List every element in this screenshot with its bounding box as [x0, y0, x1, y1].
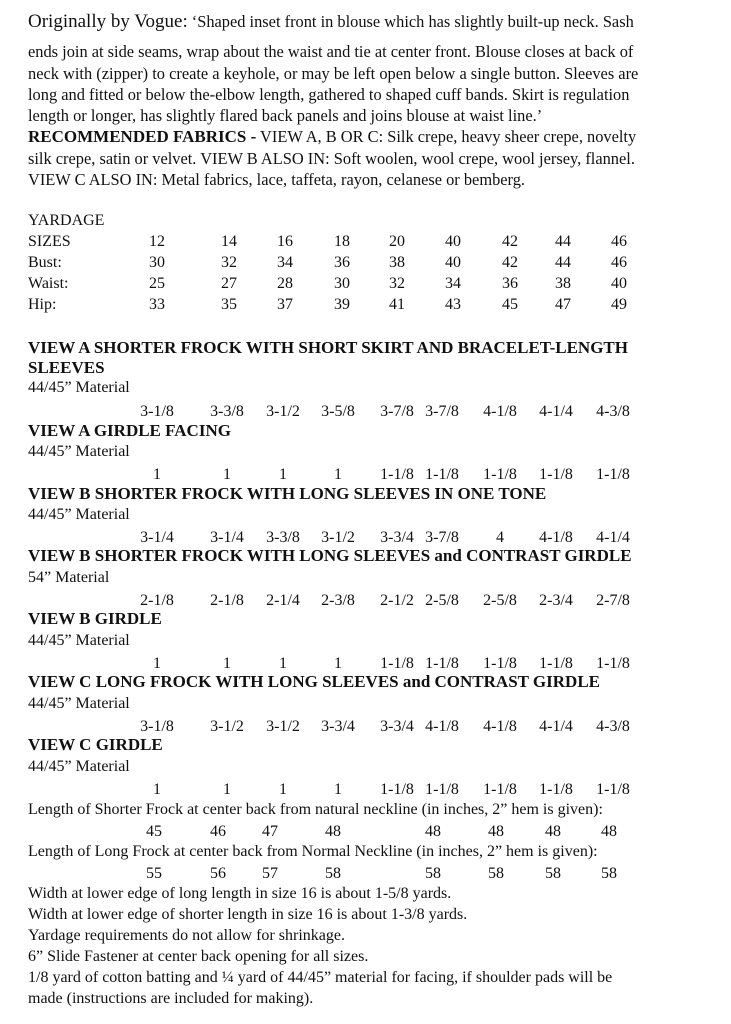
length-label: Length of Long Frock at center back from Normal Neckline (in inches, 2” hem is given): — [28, 843, 598, 860]
view-yardage-cell: 3-1/8 — [140, 403, 174, 420]
yardage-cell: 46 — [611, 254, 627, 271]
length-value: 48 — [488, 823, 504, 840]
fabrics-line-1 — [28, 127, 636, 148]
view-title: VIEW B SHORTER FROCK WITH LONG SLEEVES IN ONE TONE — [28, 484, 547, 503]
view-yardage-cell: 1 — [334, 655, 342, 672]
note-line: 1/8 yard of cotton batting and ¼ yard of 44/45” material for facing, if shoulder pads will be — [28, 969, 613, 986]
yardage-cell: 42 — [502, 233, 518, 250]
yardage-cell: 14 — [221, 233, 237, 250]
view-yardage-cell: 1 — [279, 655, 287, 672]
view-yardage-cell: 3-5/8 — [321, 403, 355, 420]
view-yardage-cell: 1-1/8 — [380, 655, 414, 672]
view-yardage-cell: 3-3/8 — [266, 529, 300, 546]
yardage-cell: 47 — [555, 296, 571, 313]
view-yardage-cell: 2-3/8 — [321, 592, 355, 609]
length-value: 55 — [146, 865, 162, 882]
view-yardage-cell: 1 — [279, 781, 287, 798]
note-line: Yardage requirements do not allow for shrinkage. — [28, 927, 345, 944]
view-yardage-cell: 3-7/8 — [425, 403, 459, 420]
length-value: 48 — [601, 823, 617, 840]
length-value: 48 — [325, 823, 341, 840]
view-yardage-cell: 1 — [334, 781, 342, 798]
view-yardage-cell: 2-1/4 — [266, 592, 300, 609]
length-value: 58 — [545, 865, 561, 882]
view-yardage-cell: 2-1/8 — [140, 592, 174, 609]
yardage-cell: 42 — [502, 254, 518, 271]
view-material: 54” Material — [28, 569, 110, 586]
view-yardage-cell: 1 — [279, 466, 287, 483]
length-value: 46 — [210, 823, 226, 840]
length-value: 57 — [262, 865, 278, 882]
view-yardage-cell: 1-1/8 — [380, 781, 414, 798]
yardage-row-label: Waist: — [28, 275, 69, 292]
intro-line-2: ends join at side seams, wrap about the waist and tie at center front. Blouse closes at back of — [28, 42, 634, 61]
view-yardage-cell: 2-1/8 — [210, 592, 244, 609]
yardage-cell: 49 — [611, 296, 627, 313]
view-yardage-cell: 3-7/8 — [380, 403, 414, 420]
yardage-cell: 43 — [445, 296, 461, 313]
length-label: Length of Shorter Frock at center back from natural neckline (in inches, 2” hem is given): — [28, 801, 603, 818]
yardage-cell: 38 — [555, 275, 571, 292]
view-yardage-cell: 1-1/8 — [425, 781, 459, 798]
yardage-cell: 12 — [149, 233, 165, 250]
view-yardage-cell: 4-1/8 — [539, 529, 573, 546]
fabrics-text-1: VIEW A, B OR C: Silk crepe, heavy sheer crepe, novelty — [256, 127, 637, 146]
yardage-row-label: Bust: — [28, 254, 62, 271]
yardage-cell: 33 — [149, 296, 165, 313]
view-material: 44/45” Material — [28, 695, 130, 712]
view-yardage-cell: 1-1/8 — [596, 655, 630, 672]
view-yardage-cell: 4-1/8 — [483, 403, 517, 420]
view-yardage-cell: 3-1/2 — [266, 718, 300, 735]
note-line: Width at lower edge of long length in size 16 is about 1-5/8 yards. — [28, 885, 452, 902]
view-yardage-cell: 1-1/8 — [596, 466, 630, 483]
fabrics-label: RECOMMENDED FABRICS - — [28, 127, 257, 146]
view-yardage-cell: 2-1/2 — [380, 592, 414, 609]
view-yardage-cell: 3-3/4 — [321, 718, 355, 735]
yardage-cell: 37 — [277, 296, 293, 313]
view-yardage-cell: 3-1/4 — [210, 529, 244, 546]
view-title: VIEW B GIRDLE — [28, 609, 162, 628]
view-yardage-cell: 1 — [223, 781, 231, 798]
length-value: 48 — [545, 823, 561, 840]
intro-line-3: neck with (zipper) to create a keyhole, or may be left open below a single button. Sleeves are — [28, 64, 639, 83]
yardage-row-label: Hip: — [28, 296, 57, 313]
view-yardage-cell: 1-1/8 — [425, 466, 459, 483]
length-value: 48 — [425, 823, 441, 840]
intro-line-5: length or longer, has slightly flared back panels and joins blouse at waist line.’ — [28, 106, 543, 125]
yardage-cell: 18 — [334, 233, 350, 250]
view-yardage-cell: 1-1/8 — [539, 781, 573, 798]
view-title: SLEEVES — [28, 358, 105, 377]
view-yardage-cell: 1-1/8 — [539, 466, 573, 483]
yardage-cell: 32 — [389, 275, 405, 292]
length-value: 58 — [488, 865, 504, 882]
yardage-cell: 36 — [502, 275, 518, 292]
note-line: made (instructions are included for making). — [28, 990, 314, 1007]
length-value: 47 — [262, 823, 278, 840]
view-yardage-cell: 4-1/8 — [425, 718, 459, 735]
view-yardage-cell: 1-1/8 — [483, 781, 517, 798]
view-title: VIEW A SHORTER FROCK WITH SHORT SKIRT AND BRACELET-LENGTH — [28, 338, 628, 357]
intro-line-1 — [28, 12, 634, 33]
yardage-cell: 35 — [221, 296, 237, 313]
view-yardage-cell: 4 — [496, 529, 504, 546]
yardage-cell: 46 — [611, 233, 627, 250]
view-material: 44/45” Material — [28, 758, 130, 775]
length-value: 58 — [601, 865, 617, 882]
view-material: 44/45” Material — [28, 443, 130, 460]
view-yardage-cell: 1 — [153, 655, 161, 672]
view-yardage-cell: 3-1/8 — [140, 718, 174, 735]
yardage-cell: 44 — [555, 254, 571, 271]
view-yardage-cell: 3-3/8 — [210, 403, 244, 420]
yardage-cell: 41 — [389, 296, 405, 313]
intro-line-4: long and fitted or below the-elbow length, gathered to shaped cuff bands. Skirt is regulation — [28, 85, 630, 104]
view-yardage-cell: 3-1/4 — [140, 529, 174, 546]
length-value: 45 — [146, 823, 162, 840]
yardage-cell: 25 — [149, 275, 165, 292]
yardage-cell: 45 — [502, 296, 518, 313]
yardage-cell: 44 — [555, 233, 571, 250]
view-yardage-cell: 1-1/8 — [483, 466, 517, 483]
length-value: 58 — [425, 865, 441, 882]
yardage-cell: 38 — [389, 254, 405, 271]
view-yardage-cell: 1 — [153, 781, 161, 798]
view-title: VIEW C GIRDLE — [28, 735, 163, 754]
view-material: 44/45” Material — [28, 379, 130, 396]
yardage-cell: 30 — [149, 254, 165, 271]
yardage-title: YARDAGE — [28, 212, 105, 229]
yardage-cell: 40 — [445, 233, 461, 250]
view-yardage-cell: 4-1/4 — [596, 529, 630, 546]
view-yardage-cell: 2-5/8 — [425, 592, 459, 609]
yardage-cell: 34 — [445, 275, 461, 292]
view-yardage-cell: 1-1/8 — [539, 655, 573, 672]
view-yardage-cell: 1 — [153, 466, 161, 483]
view-title: VIEW A GIRDLE FACING — [28, 421, 231, 440]
view-yardage-cell: 1-1/8 — [596, 781, 630, 798]
view-yardage-cell: 1-1/8 — [380, 466, 414, 483]
yardage-cell: 16 — [277, 233, 293, 250]
yardage-cell: 32 — [221, 254, 237, 271]
view-yardage-cell: 4-3/8 — [596, 403, 630, 420]
length-value: 56 — [210, 865, 226, 882]
yardage-cell: 20 — [389, 233, 405, 250]
view-yardage-cell: 4-1/4 — [539, 403, 573, 420]
yardage-cell: 36 — [334, 254, 350, 271]
intro-text: ‘Shaped inset front in blouse which has slightly built-up neck. Sash — [191, 12, 634, 31]
yardage-cell: 30 — [334, 275, 350, 292]
yardage-cell: 28 — [277, 275, 293, 292]
view-yardage-cell: 3-1/2 — [266, 403, 300, 420]
note-line: Width at lower edge of shorter length in size 16 is about 1-3/8 yards. — [28, 906, 468, 923]
view-yardage-cell: 1 — [334, 466, 342, 483]
yardage-row-label: SIZES — [28, 233, 71, 250]
view-yardage-cell: 3-1/2 — [210, 718, 244, 735]
view-yardage-cell: 2-7/8 — [596, 592, 630, 609]
yardage-cell: 40 — [611, 275, 627, 292]
view-yardage-cell: 2-3/4 — [539, 592, 573, 609]
view-title: VIEW B SHORTER FROCK WITH LONG SLEEVES and CONTRAST GIRDLE — [28, 546, 632, 565]
view-material: 44/45” Material — [28, 506, 130, 523]
length-value: 58 — [325, 865, 341, 882]
view-yardage-cell: 3-3/4 — [380, 529, 414, 546]
view-yardage-cell: 2-5/8 — [483, 592, 517, 609]
view-yardage-cell: 3-3/4 — [380, 718, 414, 735]
yardage-cell: 40 — [445, 254, 461, 271]
view-title: VIEW C LONG FROCK WITH LONG SLEEVES and CONTRAST GIRDLE — [28, 672, 601, 691]
view-material: 44/45” Material — [28, 632, 130, 649]
intro-lead: Originally by Vogue: — [28, 11, 188, 32]
fabrics-line-2: silk crepe, satin or velvet. VIEW B ALSO IN: Soft woolen, wool crepe, wool jersey, flannel. — [28, 149, 635, 168]
view-yardage-cell: 3-1/2 — [321, 529, 355, 546]
view-yardage-cell: 1-1/8 — [425, 655, 459, 672]
view-yardage-cell: 1 — [223, 466, 231, 483]
fabrics-line-3: VIEW C ALSO IN: Metal fabrics, lace, taffeta, rayon, celanese or bemberg. — [28, 170, 526, 189]
yardage-cell: 34 — [277, 254, 293, 271]
view-yardage-cell: 1-1/8 — [483, 655, 517, 672]
note-line: 6” Slide Fastener at center back opening for all sizes. — [28, 948, 369, 965]
yardage-cell: 27 — [221, 275, 237, 292]
view-yardage-cell: 4-1/8 — [483, 718, 517, 735]
view-yardage-cell: 4-3/8 — [596, 718, 630, 735]
view-yardage-cell: 1 — [223, 655, 231, 672]
view-yardage-cell: 4-1/4 — [539, 718, 573, 735]
view-yardage-cell: 3-7/8 — [425, 529, 459, 546]
yardage-cell: 39 — [334, 296, 350, 313]
